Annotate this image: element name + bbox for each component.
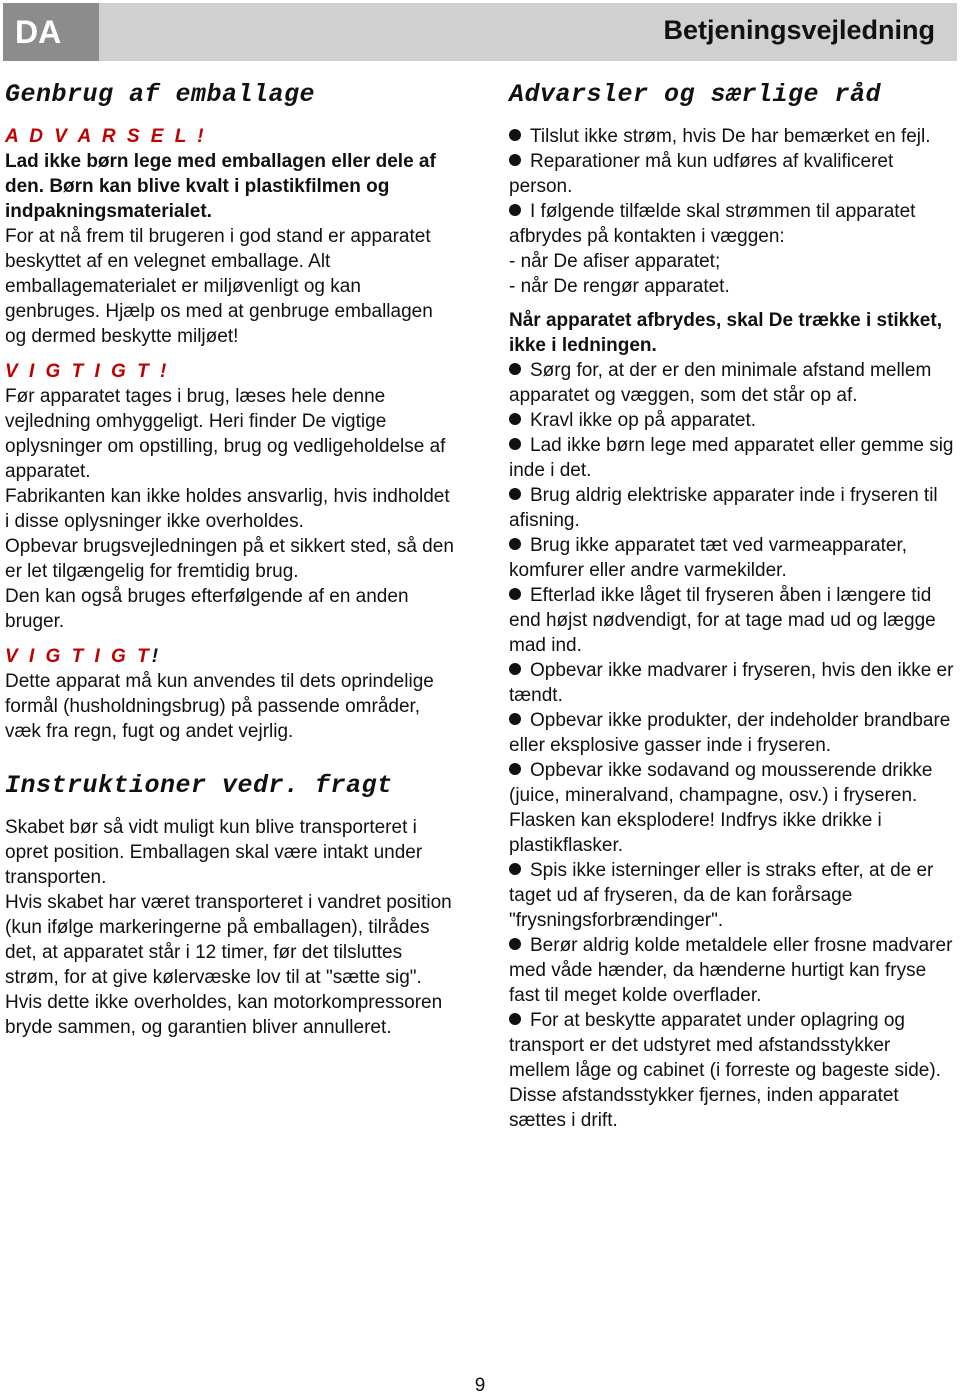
- right-column: [509, 78, 955, 1133]
- transport-paragraph: Skabet bør så vidt muligt kun blive transporteret i opret position. Emballagen skal være intakt under transporten.: [5, 817, 423, 888]
- recycle-text: For at nå frem til brugeren i god stand er apparatet beskyttet af en velegnet emballage. Alt emballagematerialet er miljøvenligt og kan genbruges. Hjælp os med at genbruge emballagen og dermed beskytte miljøet!: [5, 226, 433, 347]
- bullet-dot-icon: [509, 438, 521, 450]
- bullet-dot-icon: [509, 204, 521, 216]
- page-header: [3, 3, 957, 61]
- bullet-item: Brug aldrig elektriske apparater inde i fryseren til afisning.: [509, 485, 938, 531]
- bullet-item: I følgende tilfælde skal strømmen til apparatet afbrydes på kontakten i væggen:: [509, 201, 916, 247]
- warning-text: Lad ikke børn lege med emballagen eller dele af den. Børn kan blive kvalt i plastikfilmen og indpakningsmaterialet.: [5, 151, 436, 222]
- bold-note: Når apparatet afbrydes, skal De trække i stikket, ikke i ledningen.: [509, 310, 942, 356]
- important-paragraph: Før apparatet tages i brug, læses hele denne vejledning omhyggeligt. Heri finder De vigtige oplysninger om opstilling, brug og vedligeholdelse af apparatet.: [5, 386, 446, 482]
- bullet-dot-icon: [509, 663, 521, 675]
- transport-heading: Instruktioner vedr. fragt: [5, 771, 393, 800]
- bullet-dot-icon: [509, 763, 521, 775]
- important-paragraph: Den kan også bruges efterfølgende af en anden bruger.: [5, 586, 409, 632]
- important-heading-2-excl: !: [151, 646, 162, 667]
- transport-paragraph: Hvis skabet har været transporteret i vandret position (kun ifølge markeringerne på emballagen), tilrådes det, at apparatet står i 12 timer, før det tilsluttes strøm, for at give kølervæske lov til at "sætte sig".: [5, 892, 452, 988]
- important-heading-2-text: V I G T I G T: [5, 646, 152, 667]
- bullet-dot-icon: [509, 413, 521, 425]
- bullet-dot-icon: [509, 129, 521, 141]
- sub-line: - når De afiser apparatet;: [509, 251, 721, 272]
- bullet-dot-icon: [509, 938, 521, 950]
- bullet-item: Opbevar ikke produkter, der indeholder brandbare eller eksplosive gasser inde i fryseren.: [509, 710, 951, 756]
- recycle-heading: Genbrug af emballage: [5, 80, 316, 109]
- bullet-dot-icon: [509, 588, 521, 600]
- bullet-dot-icon: [509, 713, 521, 725]
- bullet-item: Opbevar ikke sodavand og mousserende drikke (juice, mineralvand, champagne, osv.) i fryseren. Flasken kan eksplodere! Indfrys ikke drikke i plastikflasker.: [509, 760, 933, 856]
- bullet-dot-icon: [509, 1013, 521, 1025]
- bullet-item: Spis ikke isterninger eller is straks efter, at de er taget ud af fryseren, da de kan forårsage "frysningsforbrændinger".: [509, 860, 934, 931]
- important-heading-2: [5, 644, 455, 669]
- bullet-item: For at beskytte apparatet under oplagring og transport er det udstyret med afstandsstykker mellem låge og cabinet (i forreste og bageste side). Disse afstandsstykker fjernes, inden apparatet sættes i drift.: [509, 1010, 941, 1131]
- bullet-dot-icon: [509, 363, 521, 375]
- bullet-item: Tilslut ikke strøm, hvis De har bemærket en fejl.: [509, 124, 955, 149]
- page-number: 9: [474, 1375, 486, 1396]
- transport-paragraph: Hvis dette ikke overholdes, kan motorkompressoren bryde sammen, og garantien bliver annulleret.: [5, 992, 443, 1038]
- bullet-item: Brug ikke apparatet tæt ved varmeapparater, komfurer eller andre varmekilder.: [509, 535, 908, 581]
- bullet-dot-icon: [509, 538, 521, 550]
- important-heading-1: V I G T I G T !: [5, 361, 170, 382]
- sub-line: - når De rengør apparatet.: [509, 276, 730, 297]
- document-title: Betjeningsvejledning: [663, 15, 935, 45]
- important-text-2: Dette apparat må kun anvendes til dets oprindelige formål (husholdningsbrug) på passende områder, væk fra regn, fugt og andet vejrlig.: [5, 671, 434, 742]
- bullet-item: Efterlad ikke låget til fryseren åben i længere tid end højst nødvendigt, for at tage mad ud og lægge mad ind.: [509, 585, 936, 656]
- left-column: [5, 78, 455, 1040]
- warnings-heading: Advarsler og særlige råd: [509, 80, 882, 109]
- bullet-dot-icon: [509, 863, 521, 875]
- bullet-item: Berør aldrig kolde metaldele eller frosne madvarer med våde hænder, da hænderne hurtigt kan fryse fast til meget kolde overflader.: [509, 935, 953, 1006]
- bullet-item: Reparationer må kun udføres af kvalificeret person.: [509, 151, 894, 197]
- bullet-item: Lad ikke børn lege med apparatet eller gemme sig inde i det.: [509, 435, 954, 481]
- bullet-dot-icon: [509, 488, 521, 500]
- important-paragraph: Opbevar brugsvejledningen på et sikkert sted, så den er let tilgængelig for fremtidig brug.: [5, 536, 454, 582]
- bullet-dot-icon: [509, 154, 521, 166]
- bullet-item: Sørg for, at der er den minimale afstand mellem apparatet og væggen, som det står op af.: [509, 360, 932, 406]
- bullet-item: Kravl ikke op på apparatet.: [509, 408, 955, 433]
- language-code: DA: [3, 3, 99, 61]
- important-paragraph: Fabrikanten kan ikke holdes ansvarlig, hvis indholdet i disse oplysninger ikke overholdes.: [5, 486, 450, 532]
- warning-heading: A D V A R S E L !: [5, 126, 207, 147]
- bullet-item: Opbevar ikke madvarer i fryseren, hvis den ikke er tændt.: [509, 660, 954, 706]
